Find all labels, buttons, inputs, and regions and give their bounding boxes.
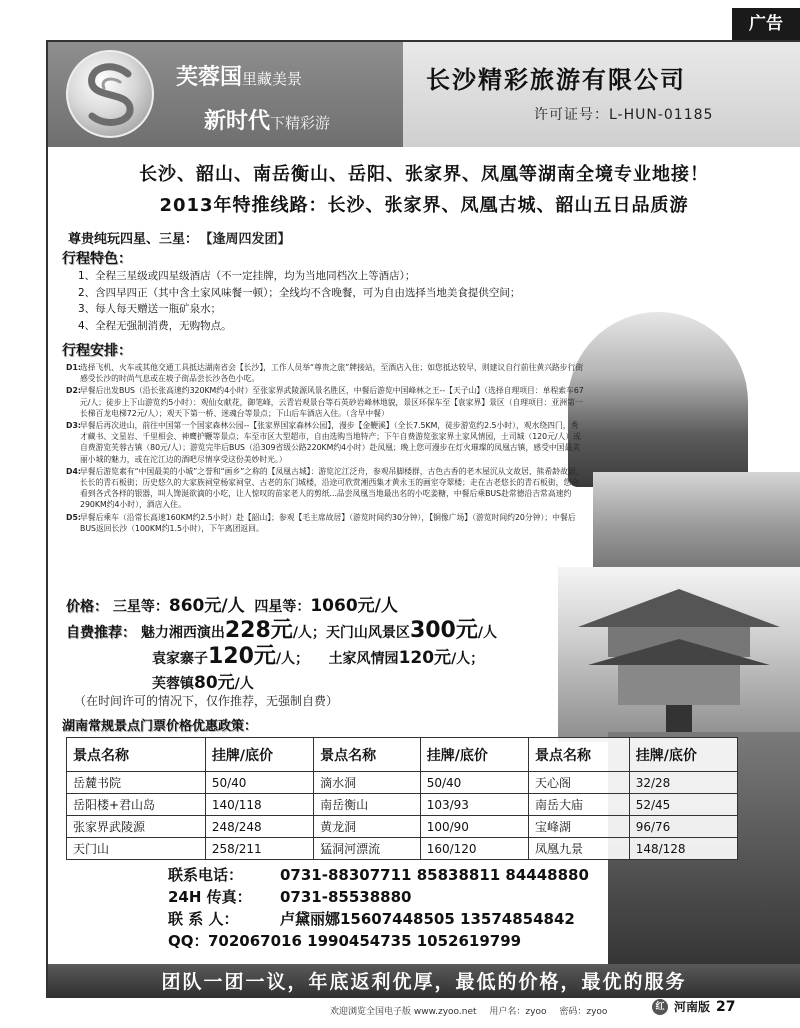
day-label: D2: xyxy=(66,386,82,396)
table-cell: 96/76 xyxy=(629,816,737,838)
opt4-price: 120元 xyxy=(398,648,452,668)
table-cell: 岳阳楼+君山岛 xyxy=(67,794,206,816)
edition-badge-icon: 红 xyxy=(652,999,668,1015)
schedule-day xyxy=(66,420,586,465)
table-cell: 岳麓书院 xyxy=(67,772,206,794)
feature-item: 2、含四早四正（其中含土家风味餐一顿）；全线均不含晚餐，可为自由选择当地美食提供空间； xyxy=(78,286,521,299)
table-cell: 宝峰湖 xyxy=(528,816,629,838)
opt3-unit: /人； xyxy=(275,651,310,667)
table-cell: 140/118 xyxy=(205,794,313,816)
footer-password: 密码：zyoo xyxy=(559,1007,608,1017)
table-cell: 南岳衡山 xyxy=(314,794,421,816)
table-cell: 黄龙洞 xyxy=(314,816,421,838)
slogan-2-main: 新时代 xyxy=(204,109,271,134)
slogan-line-2 xyxy=(204,104,330,135)
price-label: 价格： xyxy=(66,599,108,615)
license-number: 许可证号：L-HUN-01185 xyxy=(534,107,714,123)
tour-class-text: 尊贵纯玩四星、三星： xyxy=(68,232,199,247)
contact-block xyxy=(168,864,589,952)
table-row xyxy=(67,838,738,860)
column-header: 挂牌/底价 xyxy=(629,738,737,772)
edition-info xyxy=(652,998,736,1015)
table-cell: 南岳大庙 xyxy=(528,794,629,816)
opt5-name: 芙蓉镇 xyxy=(152,676,194,692)
schedule-day xyxy=(66,362,586,384)
tier1-name: 三星等： xyxy=(112,599,169,615)
price-section xyxy=(66,594,497,696)
opt2-unit: /人 xyxy=(477,625,497,641)
base-price-row xyxy=(66,594,497,619)
opt2-price: 300元 xyxy=(409,618,478,643)
column-header: 景点名称 xyxy=(528,738,629,772)
table-row xyxy=(67,794,738,816)
opt4-name: 土家风情园 xyxy=(328,651,399,667)
itinerary-schedule xyxy=(66,362,586,535)
service-banner: 团队一团一议，年底返利优厚，最低的价格，最优的服务 xyxy=(48,964,800,998)
table-cell: 天心阁 xyxy=(528,772,629,794)
zhangjiajie-photo xyxy=(568,312,748,487)
column-header: 景点名称 xyxy=(67,738,206,772)
opt1-name: 魅力湘西演出 xyxy=(140,625,225,641)
fax-number: 0731-85538880 xyxy=(280,888,412,906)
table-cell: 160/120 xyxy=(420,838,528,860)
slogan-line-1 xyxy=(176,60,302,91)
footer-user: 用户名：zyoo xyxy=(489,1007,547,1017)
schedule-day xyxy=(66,466,586,511)
tier2-name: 四星等： xyxy=(254,599,311,615)
slogan-1-main: 芙蓉国 xyxy=(176,65,243,90)
company-logo-icon xyxy=(66,50,154,138)
tier1-price: 860元/人 xyxy=(168,596,245,616)
day-text: 早餐后游览素有“中国最美的小城”之誉和“画乡”之称的【凤凰古城】：游览沱江泛舟，参观吊脚楼群，古色古香的老木屋沉从文故居、熊希龄故居、长长的青石板街；历史悠久的大家族祠堂杨家祠堂、古老的东门城楼，沿途可欣赏湘西集才黄永玉的画室夺翠楼；走在古老悠长的青石板街，您会看到各式各样的银器，叫人馋涎欲滴的小吃，让人惊叹的苗家老人的剪纸...品尝凤凰当地最出名的小吃姜糖，中餐后乘BUS赴常德沿吉常高速约290KM约4小时），酒店入住。 xyxy=(80,466,584,510)
table-row xyxy=(67,772,738,794)
table-row xyxy=(67,816,738,838)
day-text: 早餐后再次进山，前往中国第一个国家森林公园--【张家界国家森林公园】，漫步【金鞭溪】（全长7.5KM，徒步游览约2.5小时），观水绕四门，秀才藏书、文星岩、千里相会、神鹰护鞭等景点；车至市区大型超市，自由选购当地特产；下午自费游览张家界土家风情园，土司城（120元/人）或自费游览芙蓉古镇（80元/人）；游览完毕后BUS（沿309省级公路220KM约4小时）赴凤凰；晚上您可漫步在灯火璀璨的凤凰古镇，感受中国最美丽小城的魅力，或在沱江边的酒吧尽情享受这份美妙时光。） xyxy=(80,421,581,464)
table-header-row xyxy=(67,738,738,772)
optional-row-2 xyxy=(66,645,497,671)
feature-item: 3、每人每天赠送一瓶矿泉水； xyxy=(78,303,222,315)
edition-name: 河南版 xyxy=(674,1000,711,1014)
page-number: 27 xyxy=(716,998,736,1015)
phone-numbers: 0731-88307711 85838811 84448880 xyxy=(280,866,589,884)
table-cell: 50/40 xyxy=(420,772,528,794)
table-cell: 100/90 xyxy=(420,816,528,838)
table-cell: 248/248 xyxy=(205,816,313,838)
opt2-name: 天门山风景区 xyxy=(325,625,410,641)
table-cell: 50/40 xyxy=(205,772,313,794)
table-cell: 52/45 xyxy=(629,794,737,816)
feature-item: 4、全程无强制消费，无购物点。 xyxy=(78,319,232,332)
contact-phone-row xyxy=(168,864,589,886)
day-text: 选择飞机、火车或其他交通工具抵达湖南省会【长沙】，工作人员举“尊贵之旅”牌接站，至酒店入住；如您抵达较早，则建议自行前往黄兴路步行街感受长沙的时尚气息或在坡子街品尝长沙各色小吃。 xyxy=(80,363,584,384)
column-header: 挂牌/底价 xyxy=(205,738,313,772)
opt1-unit: /人； xyxy=(292,625,326,641)
schedule-title: 行程安排： xyxy=(62,343,132,359)
features-title: 行程特色： xyxy=(62,251,132,267)
headline-featured-route: 2013年特推线路：长沙、张家界、凤凰古城、韶山五日品质游 xyxy=(159,195,689,216)
table-cell: 148/128 xyxy=(629,838,737,860)
qq-label: QQ： xyxy=(168,932,209,950)
column-header: 挂牌/底价 xyxy=(420,738,528,772)
optional-note: （在时间许可的情况下，仅作推荐，无强制自费） xyxy=(74,694,339,708)
company-name: 长沙精彩旅游有限公司 xyxy=(426,66,686,94)
tour-class-subhead xyxy=(68,228,291,247)
village-photo xyxy=(593,472,800,582)
contact-person: 卢黛丽娜15607448505 13574854842 xyxy=(280,910,575,928)
table-cell: 猛洞河漂流 xyxy=(314,838,421,860)
schedule-day xyxy=(66,512,586,534)
contact-fax-row xyxy=(168,886,589,908)
day-label: D3: xyxy=(66,421,82,431)
departure-schedule: 【逢周四发团】 xyxy=(206,232,291,247)
opt3-name: 袁家寨子 xyxy=(152,651,208,667)
table-cell: 天门山 xyxy=(67,838,206,860)
ad-label: 广告 xyxy=(732,8,800,40)
ticket-price-table xyxy=(66,737,738,860)
schedule-day xyxy=(66,385,586,419)
column-header: 景点名称 xyxy=(314,738,421,772)
table-cell: 32/28 xyxy=(629,772,737,794)
table-cell: 258/211 xyxy=(205,838,313,860)
opt5-unit: /人 xyxy=(234,676,254,692)
qq-numbers: 702067016 1990454735 1052619799 xyxy=(208,932,522,950)
table-cell: 滴水洞 xyxy=(314,772,421,794)
fax-label: 24H 传真： xyxy=(168,888,252,906)
slogan-1-sub: 里藏美景 xyxy=(242,70,303,88)
opt1-price: 228元 xyxy=(224,618,293,643)
header xyxy=(48,42,800,147)
table-cell: 103/93 xyxy=(420,794,528,816)
day-label: D1: xyxy=(66,363,82,372)
feature-item: 1、全程三星级或四星级酒店（不一定挂牌，均为当地同档次上等酒店）； xyxy=(78,270,416,282)
page-footer xyxy=(330,1004,617,1017)
day-label: D5: xyxy=(66,512,82,522)
optional-row-1 xyxy=(66,619,497,645)
optional-label: 自费推荐： xyxy=(66,625,136,641)
person-label: 联 系 人： xyxy=(168,910,239,928)
tier2-price: 1060元/人 xyxy=(310,596,398,616)
opt4-unit: /人； xyxy=(451,651,485,667)
day-text: 早餐后出发BUS（沿长张高速约320KM约4小时）至张家界武陵源风景名胜区，中餐后游览中国峰林之王--【天子山】（选择自理项目：单程索车67元/人；徒步上下山游览约5小时）：观仙女献花，御笔峰，云青岩观景台等石英砂岩峰林地貌，景区环保车至【袁家界】景区（自理项目：亚洲第一长梯百龙电梯72元/人）；观天下第一桥、迷魂台等景点；下山后车酒店入住。（含早中餐） xyxy=(80,386,584,418)
contact-person-row xyxy=(168,908,589,930)
headline-regions: 长沙、韶山、南岳衡山、岳阳、张家界、凤凰等湖南全境专业地接！ xyxy=(139,164,709,185)
phone-label: 联系电话： xyxy=(168,866,244,884)
footer-site: 欢迎浏览全国电子版 www.zyoo.net xyxy=(330,1007,477,1017)
day-label: D4: xyxy=(66,466,82,476)
tickets-title: 湖南常规景点门票价格优惠政策： xyxy=(62,719,258,734)
ad-frame xyxy=(46,40,800,998)
contact-qq-row xyxy=(168,930,589,952)
table-cell: 张家界武陵源 xyxy=(67,816,206,838)
slogan-2-sub: 下精彩游 xyxy=(270,114,331,132)
pavilion-tower-photo xyxy=(558,567,800,742)
day-text: 早餐后乘车（沿常长高速160KM约2.5小时）赴【韶山】；参观【毛主席故居】（游览时间约30分钟），【铜像广场】（游览时间约20分钟）；中餐后BUS返回长沙（100KM约1.5小时），下午离团返回。 xyxy=(80,512,576,533)
opt5-price: 80元 xyxy=(194,673,235,693)
opt3-price: 120元 xyxy=(208,644,276,669)
table-cell: 凤凰九景 xyxy=(528,838,629,860)
